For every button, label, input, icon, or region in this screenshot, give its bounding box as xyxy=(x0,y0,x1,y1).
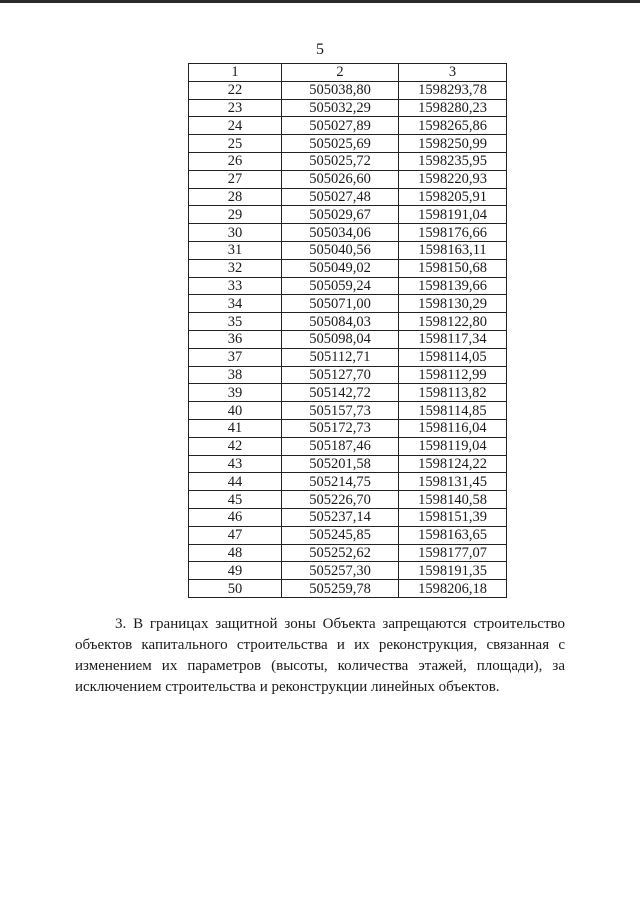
point-number-cell: 26 xyxy=(189,152,282,170)
x-coordinate-cell: 505084,03 xyxy=(282,313,399,331)
table-row xyxy=(189,348,507,366)
x-coordinate-cell: 505025,72 xyxy=(282,152,399,170)
table-row xyxy=(189,473,507,491)
x-coordinate-cell: 505237,14 xyxy=(282,508,399,526)
y-coordinate-cell: 1598124,22 xyxy=(399,455,507,473)
x-coordinate-cell: 505157,73 xyxy=(282,402,399,420)
x-coordinate-cell: 505252,62 xyxy=(282,544,399,562)
table-row xyxy=(189,437,507,455)
point-number-cell: 45 xyxy=(189,491,282,509)
column-header: 2 xyxy=(282,64,399,82)
point-number-cell: 23 xyxy=(189,99,282,117)
y-coordinate-cell: 1598177,07 xyxy=(399,544,507,562)
x-coordinate-cell: 505257,30 xyxy=(282,562,399,580)
y-coordinate-cell: 1598131,45 xyxy=(399,473,507,491)
point-number-cell: 47 xyxy=(189,526,282,544)
point-number-cell: 33 xyxy=(189,277,282,295)
table-row xyxy=(189,580,507,598)
table-row xyxy=(189,188,507,206)
table-row xyxy=(189,241,507,259)
table-body xyxy=(189,81,507,597)
y-coordinate-cell: 1598293,78 xyxy=(399,81,507,99)
table-row xyxy=(189,402,507,420)
x-coordinate-cell: 505187,46 xyxy=(282,437,399,455)
y-coordinate-cell: 1598176,66 xyxy=(399,224,507,242)
y-coordinate-cell: 1598119,04 xyxy=(399,437,507,455)
point-number-cell: 38 xyxy=(189,366,282,384)
table-row xyxy=(189,152,507,170)
scan-edge xyxy=(0,0,640,3)
table-row xyxy=(189,295,507,313)
y-coordinate-cell: 1598151,39 xyxy=(399,508,507,526)
y-coordinate-cell: 1598139,66 xyxy=(399,277,507,295)
y-coordinate-cell: 1598205,91 xyxy=(399,188,507,206)
coordinates-table xyxy=(188,63,507,598)
table-row xyxy=(189,206,507,224)
point-number-cell: 43 xyxy=(189,455,282,473)
table-row xyxy=(189,330,507,348)
x-coordinate-cell: 505038,80 xyxy=(282,81,399,99)
table-row xyxy=(189,526,507,544)
point-number-cell: 46 xyxy=(189,508,282,526)
x-coordinate-cell: 505259,78 xyxy=(282,580,399,598)
y-coordinate-cell: 1598250,99 xyxy=(399,135,507,153)
y-coordinate-cell: 1598191,04 xyxy=(399,206,507,224)
x-coordinate-cell: 505027,48 xyxy=(282,188,399,206)
table-row xyxy=(189,259,507,277)
y-coordinate-cell: 1598150,68 xyxy=(399,259,507,277)
point-number-cell: 30 xyxy=(189,224,282,242)
y-coordinate-cell: 1598122,80 xyxy=(399,313,507,331)
body-paragraph: 3. В границах защитной зоны Объекта запрещаются строительство объектов капитального строительства и их реконструкция, связанная с изменением их параметров (высоты, количества этажей, площади), за исключением строительства и реконструкции линейных объектов. xyxy=(75,616,565,695)
point-number-cell: 41 xyxy=(189,419,282,437)
x-coordinate-cell: 505025,69 xyxy=(282,135,399,153)
x-coordinate-cell: 505127,70 xyxy=(282,366,399,384)
x-coordinate-cell: 505172,73 xyxy=(282,419,399,437)
point-number-cell: 27 xyxy=(189,170,282,188)
x-coordinate-cell: 505034,06 xyxy=(282,224,399,242)
table-row xyxy=(189,117,507,135)
point-number-cell: 42 xyxy=(189,437,282,455)
y-coordinate-cell: 1598163,65 xyxy=(399,526,507,544)
y-coordinate-cell: 1598116,04 xyxy=(399,419,507,437)
table-row xyxy=(189,562,507,580)
y-coordinate-cell: 1598191,35 xyxy=(399,562,507,580)
table-row xyxy=(189,384,507,402)
point-number-cell: 24 xyxy=(189,117,282,135)
page-number: 5 xyxy=(316,41,324,58)
table-row xyxy=(189,81,507,99)
point-number-cell: 35 xyxy=(189,313,282,331)
y-coordinate-cell: 1598114,05 xyxy=(399,348,507,366)
y-coordinate-cell: 1598113,82 xyxy=(399,384,507,402)
point-number-cell: 39 xyxy=(189,384,282,402)
point-number-cell: 40 xyxy=(189,402,282,420)
table-row xyxy=(189,99,507,117)
point-number-cell: 44 xyxy=(189,473,282,491)
y-coordinate-cell: 1598265,86 xyxy=(399,117,507,135)
column-header: 1 xyxy=(189,64,282,82)
x-coordinate-cell: 505049,02 xyxy=(282,259,399,277)
y-coordinate-cell: 1598235,95 xyxy=(399,152,507,170)
x-coordinate-cell: 505027,89 xyxy=(282,117,399,135)
y-coordinate-cell: 1598114,85 xyxy=(399,402,507,420)
point-number-cell: 29 xyxy=(189,206,282,224)
x-coordinate-cell: 505226,70 xyxy=(282,491,399,509)
y-coordinate-cell: 1598130,29 xyxy=(399,295,507,313)
point-number-cell: 32 xyxy=(189,259,282,277)
y-coordinate-cell: 1598117,34 xyxy=(399,330,507,348)
table-row xyxy=(189,366,507,384)
x-coordinate-cell: 505214,75 xyxy=(282,473,399,491)
point-number-cell: 22 xyxy=(189,81,282,99)
y-coordinate-cell: 1598112,99 xyxy=(399,366,507,384)
point-number-cell: 34 xyxy=(189,295,282,313)
y-coordinate-cell: 1598206,18 xyxy=(399,580,507,598)
x-coordinate-cell: 505098,04 xyxy=(282,330,399,348)
table-row xyxy=(189,544,507,562)
x-coordinate-cell: 505032,29 xyxy=(282,99,399,117)
table-row xyxy=(189,313,507,331)
point-number-cell: 48 xyxy=(189,544,282,562)
table-row xyxy=(189,135,507,153)
x-coordinate-cell: 505059,24 xyxy=(282,277,399,295)
point-number-cell: 50 xyxy=(189,580,282,598)
y-coordinate-cell: 1598280,23 xyxy=(399,99,507,117)
x-coordinate-cell: 505071,00 xyxy=(282,295,399,313)
point-number-cell: 28 xyxy=(189,188,282,206)
y-coordinate-cell: 1598140,58 xyxy=(399,491,507,509)
x-coordinate-cell: 505040,56 xyxy=(282,241,399,259)
y-coordinate-cell: 1598220,93 xyxy=(399,170,507,188)
y-coordinate-cell: 1598163,11 xyxy=(399,241,507,259)
table-row xyxy=(189,419,507,437)
x-coordinate-cell: 505112,71 xyxy=(282,348,399,366)
x-coordinate-cell: 505026,60 xyxy=(282,170,399,188)
table-row xyxy=(189,277,507,295)
column-header: 3 xyxy=(399,64,507,82)
table-header-row xyxy=(189,64,507,82)
point-number-cell: 36 xyxy=(189,330,282,348)
point-number-cell: 31 xyxy=(189,241,282,259)
x-coordinate-cell: 505029,67 xyxy=(282,206,399,224)
x-coordinate-cell: 505245,85 xyxy=(282,526,399,544)
point-number-cell: 37 xyxy=(189,348,282,366)
x-coordinate-cell: 505201,58 xyxy=(282,455,399,473)
table-row xyxy=(189,508,507,526)
point-number-cell: 49 xyxy=(189,562,282,580)
x-coordinate-cell: 505142,72 xyxy=(282,384,399,402)
table-row xyxy=(189,491,507,509)
point-number-cell: 25 xyxy=(189,135,282,153)
table-row xyxy=(189,170,507,188)
table-row xyxy=(189,455,507,473)
table-row xyxy=(189,224,507,242)
